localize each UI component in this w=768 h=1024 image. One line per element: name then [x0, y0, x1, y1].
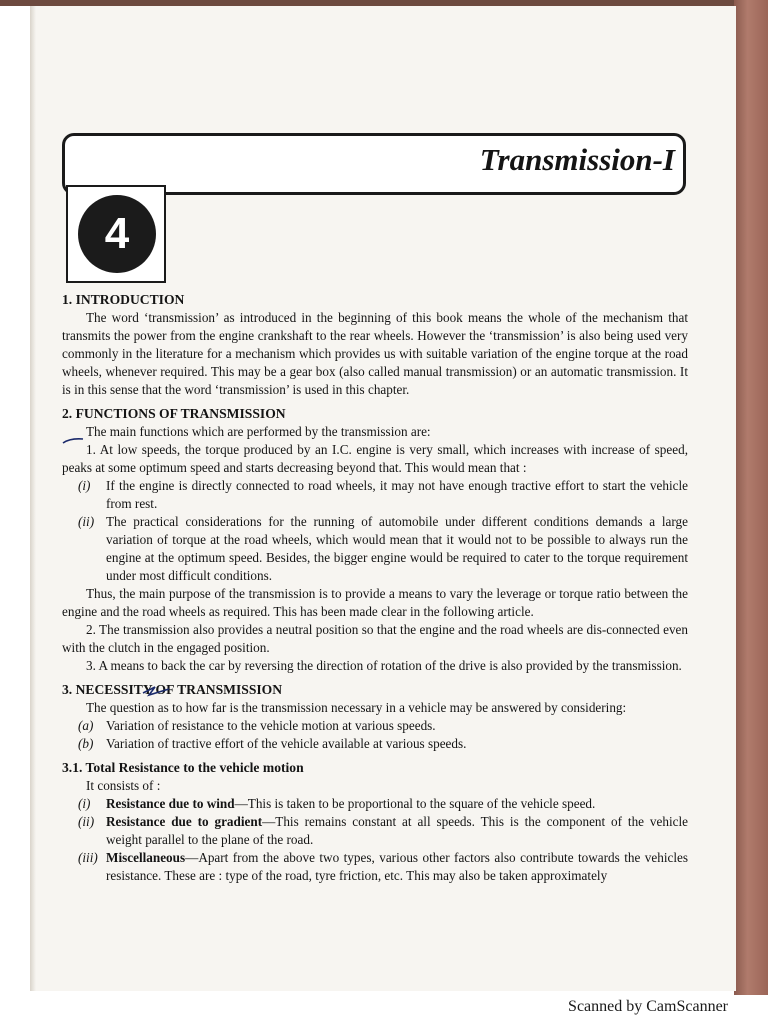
intro-heading: 1. INTRODUCTION: [62, 292, 185, 307]
necessity-item-a: [62, 717, 688, 735]
necessity-item-b-text: Variation of tractive effort of the vehicle available at various speeds.: [106, 736, 467, 751]
functions-point-2: 2. The transmission also provides a neutral position so that the engine and the road wheels are dis-connected even with the clutch in the engaged position.: [62, 622, 688, 655]
resistance-item-i-marker: (i): [78, 796, 91, 811]
pen-tick-mark: [141, 683, 171, 697]
resistance-heading: 3.1. Total Resistance to the vehicle motion: [62, 760, 304, 775]
resistance-item-iii-text: —Apart from the above two types, various other factors also contribute towards the vehicles resistance. These are : type of the road, tyre friction, etc. This may also be taken approximately: [106, 850, 688, 883]
necessity-item-b-marker: (b): [78, 736, 94, 751]
functions-subitem-i-marker: (i): [78, 478, 91, 493]
resistance-item-iii-marker: (iii): [78, 850, 98, 865]
functions-point-3: 3. A means to back the car by reversing the direction of rotation of the drive is also provided by the transmission.: [86, 658, 682, 673]
resistance-item-iii: [62, 849, 688, 885]
resistance-item-ii-marker: (ii): [78, 814, 95, 829]
functions-subitem-ii-marker: (ii): [78, 514, 95, 529]
necessity-heading: 3. NECESSITY OF TRANSMISSION: [62, 682, 283, 697]
intro-paragraph: The word ‘transmission’ as introduced in the beginning of this book means the whole of the mechanism that transmits the power from the engine crankshaft to the rear wheels. However the ‘transmission’ is also being used very commonly in the literature for a mechanism which provides us with suitable variation of the engine torque at the road wheels, whenever required. This may be a gear box (also called manual transmission) or an automatic transmission. It is in this sense that the word ‘transmission’ is used in this chapter.: [62, 310, 688, 397]
functions-subitem-ii-text: The practical considerations for the running of automobile under different conditions demands a large variation of torque at the road wheels, which would mean that it would not to be possible to always run the engine at the optimum speed. Besides, the bigger engine would be required to cater to the torque requirement under most difficult conditions.: [106, 514, 688, 583]
functions-intro: The main functions which are performed by the transmission are:: [86, 424, 431, 439]
resistance-item-i: [62, 795, 688, 813]
functions-point-1: 1. At low speeds, the torque produced by an I.C. engine is very small, which increases with increase of speed, peaks at some optimum speed and starts decreasing beyond that. This would mean that :: [62, 442, 688, 475]
pen-underline-mark: [62, 437, 84, 445]
functions-subitem-i-text: If the engine is directly connected to road wheels, it may not have enough tractive effort to start the vehicle from rest.: [106, 478, 688, 511]
functions-heading: 2. FUNCTIONS OF TRANSMISSION: [62, 406, 286, 421]
page-content: [62, 287, 688, 885]
functions-subitem-i: [62, 477, 688, 513]
functions-summary: Thus, the main purpose of the transmission is to provide a means to vary the leverage or torque ratio between the engine and the road wheels as required. This has been made clear in the following article.: [62, 586, 688, 619]
resistance-item-iii-lead: Miscellaneous: [106, 850, 186, 865]
resistance-item-i-lead: Resistance due to wind: [106, 796, 235, 811]
resistance-item-ii-lead: Resistance due to gradient: [106, 814, 263, 829]
chapter-number-box: [66, 185, 166, 283]
functions-subitem-ii: [62, 513, 688, 585]
resistance-intro: It consists of :: [86, 778, 161, 793]
necessity-item-a-marker: (a): [78, 718, 94, 733]
resistance-item-ii-text: —This remains constant at all speeds. This is the component of the vehicle weight parallel to the plane of the road.: [106, 814, 688, 847]
necessity-paragraph: The question as to how far is the transmission necessary in a vehicle may be answered by considering:: [86, 700, 627, 715]
chapter-number: 4: [78, 195, 156, 273]
chapter-title: Transmission-I: [479, 142, 675, 177]
scanner-watermark: Scanned by CamScanner: [568, 998, 728, 1015]
necessity-item-b: [62, 735, 688, 753]
page-right-edge: [734, 0, 768, 995]
page-binding-shadow: [30, 6, 36, 991]
resistance-item-ii: [62, 813, 688, 849]
necessity-item-a-text: Variation of resistance to the vehicle motion at various speeds.: [106, 718, 436, 733]
resistance-item-i-text: —This is taken to be proportional to the square of the vehicle speed.: [234, 796, 596, 811]
